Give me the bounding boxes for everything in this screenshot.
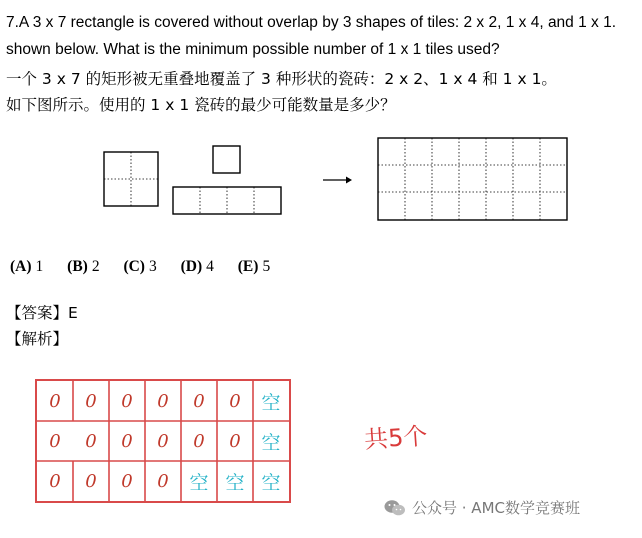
handwritten-note: 共5个 [363, 421, 429, 455]
answer-line [6, 301, 78, 323]
hand-cell-covered: 0 [49, 390, 61, 412]
handwritten-solution-grid [35, 379, 291, 503]
choice-e-label: (E) [237, 258, 259, 275]
choice-d-value: 4 [206, 258, 214, 275]
wechat-logo-icon [384, 499, 406, 517]
hand-cell-covered: 0 [85, 430, 97, 452]
hand-cell-covered: 0 [229, 390, 241, 412]
hand-cell-covered: 0 [49, 470, 61, 492]
hand-cell-covered: 0 [85, 390, 97, 412]
choice-d[interactable] [181, 258, 214, 276]
hand-cell-empty: 空 [261, 391, 281, 414]
question-chinese-line-1: 一个 3 x 7 的矩形被无重叠地覆盖了 3 种形状的瓷砖：2 x 2、1 x 4 和 1 x 1。 [6, 70, 557, 88]
hand-cell-covered: 0 [49, 430, 61, 452]
choice-b[interactable] [67, 258, 99, 276]
answer-choices [10, 258, 290, 276]
hand-cell-empty: 空 [261, 431, 281, 454]
question-english-line-2: shown below. What is the minimum possible number of 1 x 1 tiles used? [6, 41, 500, 58]
choice-a-value: 1 [35, 258, 44, 275]
hand-cell-covered: 0 [229, 430, 241, 452]
choice-c-value: 3 [148, 258, 157, 275]
hand-cell-empty: 空 [225, 471, 245, 494]
hand-cell-covered: 0 [121, 470, 133, 492]
watermark [384, 497, 580, 518]
hand-cell-covered: 0 [157, 470, 169, 492]
hand-cell-covered: 0 [193, 390, 205, 412]
hand-cell-covered: 0 [193, 430, 205, 452]
hand-cell-covered: 0 [85, 470, 97, 492]
question-english-line-1: 7.A 3 x 7 rectangle is covered without overlap by 3 shapes of tiles: 2 x 2, 1 x 4, and 1 x 1. [6, 14, 617, 31]
rectangle-3x7 [378, 138, 567, 220]
tiles-figure [0, 0, 642, 250]
tile-1x1 [213, 146, 240, 173]
arrow-right-icon [323, 177, 352, 184]
choice-e-value: 5 [262, 258, 271, 275]
choice-c-label: (C) [123, 258, 145, 275]
choice-d-label: (D) [180, 258, 203, 275]
hand-cell-covered: 0 [157, 390, 169, 412]
question-chinese-line-2: 如下图所示。使用的 1 x 1 瓷砖的最少可能数量是多少？ [6, 96, 396, 114]
choice-b-value: 2 [91, 258, 100, 275]
hand-cell-covered: 0 [121, 390, 133, 412]
choice-c[interactable] [123, 258, 156, 276]
tile-2x2 [104, 152, 158, 206]
choice-a-label: (A) [10, 258, 32, 275]
choice-b-label: (B) [67, 258, 88, 275]
hand-cell-empty: 空 [261, 471, 281, 494]
watermark-text: 公众号 · AMC数学竞赛班 [412, 499, 580, 517]
choice-e[interactable] [238, 258, 270, 276]
hand-cell-covered: 0 [157, 430, 169, 452]
hand-cell-covered: 0 [121, 430, 133, 452]
analysis-label: 【解析】 [6, 330, 69, 348]
tile-1x4 [173, 187, 281, 214]
hand-cell-empty: 空 [189, 471, 209, 494]
choice-a[interactable] [10, 258, 43, 276]
answer-label: 【答案】 [6, 304, 69, 322]
answer-value: E [68, 304, 78, 322]
